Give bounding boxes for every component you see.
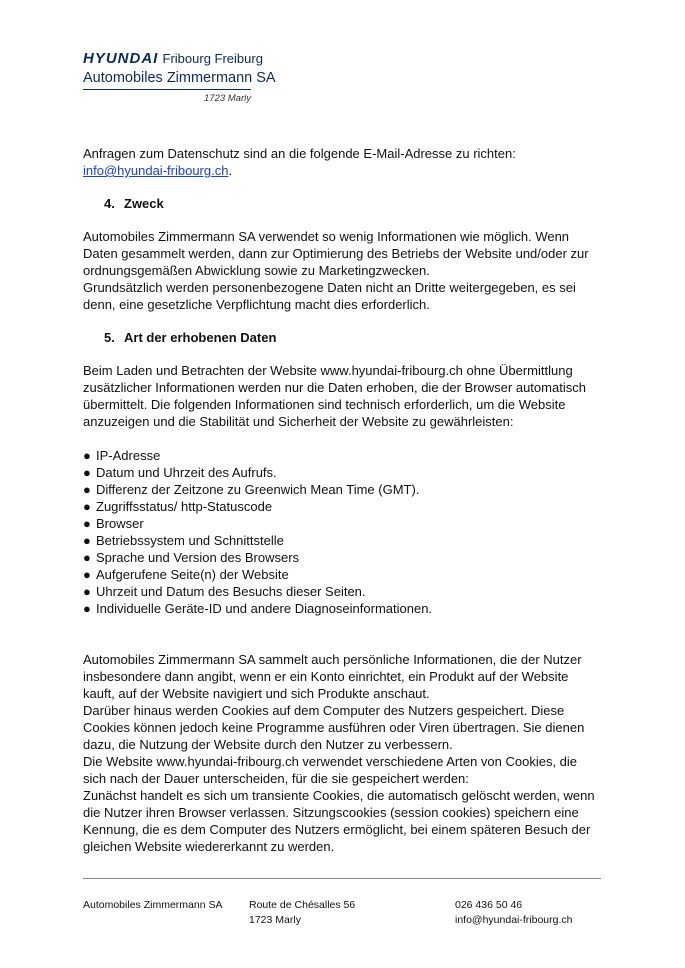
footer-city: 1723 Marly: [249, 914, 301, 926]
logo-divider: [83, 89, 251, 90]
company-logo: [83, 50, 283, 104]
section-number: 4.: [104, 196, 115, 211]
logo-location: 1723 Marly: [204, 93, 251, 104]
document-body: [83, 145, 603, 855]
footer-email: info@hyundai-fribourg.ch: [455, 914, 573, 926]
list-item: ● Datum und Uhrzeit des Aufrufs.: [83, 465, 277, 480]
bullet-icon: ●: [83, 516, 91, 531]
bullet-icon: ●: [83, 448, 91, 463]
logo-company: Automobiles Zimmermann SA: [83, 70, 276, 86]
section-5-paragraph-1: Beim Laden und Betrachten der Website www.hyundai-fribourg.ch ohne Übermittlung zusätzlicher Informationen werden nur die Daten erhoben, die der Browser automatisch übermittelt. Die folgenden Informationen sind technisch erforderlich, um die Website anzuzeigen und die Stabilität und Sicherheit der Website zu gewährleisten:: [83, 363, 586, 429]
list-item: ● Zugriffsstatus/ http-Statuscode: [83, 499, 273, 514]
bullet-icon: ●: [83, 550, 91, 565]
list-item: ● Aufgerufene Seite(n) der Website: [83, 567, 289, 582]
collected-data-list: [83, 447, 603, 617]
section-5-paragraph-3: Darüber hinaus werden Cookies auf dem Computer des Nutzers gespeichert. Diese Cookies können jedoch keine Programme ausführen oder Viren übertragen. Sie dienen dazu, die Nutzung der Website durch den Nutzer zu verbessern.: [83, 703, 585, 752]
section-4-paragraph-1: Automobiles Zimmermann SA verwendet so wenig Informationen wie möglich. Wenn Daten gesammelt werden, dann zur Optimierung des Betriebs der Website und/oder zur ordnungsgemäßen Abwicklung sowie zu Marketingzwecken.: [83, 229, 589, 278]
bullet-icon: ●: [83, 567, 91, 582]
intro-paragraph: [83, 145, 603, 179]
bullet-icon: ●: [83, 584, 91, 599]
list-item: ● Sprache und Version des Browsers: [83, 550, 300, 565]
logo-brand: HYUNDAI: [83, 50, 159, 67]
email-link[interactable]: info@hyundai-fribourg.ch: [83, 163, 229, 178]
bullet-icon: ●: [83, 465, 91, 480]
list-item: ● Individuelle Geräte-ID und andere Diagnoseinformationen.: [83, 601, 433, 616]
spacer: [83, 430, 603, 447]
footer-street: Route de Chésalles 56: [249, 899, 356, 911]
footer-contact: [455, 898, 572, 928]
section-5-heading: [104, 329, 603, 346]
list-item: ● Uhrzeit und Datum des Besuchs dieser Seiten.: [83, 584, 366, 599]
section-5-paragraph-5: Zunächst handelt es sich um transiente Cookies, die automatisch gelöscht werden, wenn die Nutzer ihren Browser verlassen. Sitzungscookies (session cookies) speichern eine Kennung, die es dem Computer des Nutzers ermöglicht, bei einem späteren Besuch der gleichen Website wiedererkannt zu werden.: [83, 788, 595, 854]
footer-company-name: Automobiles Zimmermann SA: [83, 899, 223, 911]
section-4-paragraph-2: Grundsätzlich werden personenbezogene Daten nicht an Dritte weitergegeben, es sei denn, eine gesetzliche Verpflichtung macht dies erforderlich.: [83, 280, 576, 312]
bullet-icon: ●: [83, 482, 91, 497]
spacer: [83, 617, 603, 651]
section-5-paragraph-4: Die Website www.hyundai-fribourg.ch verwendet verschiedene Arten von Cookies, die sich nach der Dauer unterscheiden, für die sie gespeichert werden:: [83, 754, 578, 786]
footer-company: [83, 898, 222, 913]
section-4-heading: [104, 195, 603, 212]
list-item: ● Differenz der Zeitzone zu Greenwich Mean Time (GMT).: [83, 482, 420, 497]
section-number: 5.: [104, 330, 115, 345]
section-title: Zweck: [124, 196, 164, 211]
bullet-icon: ●: [83, 601, 91, 616]
footer-phone: 026 436 50 46: [455, 899, 523, 911]
logo-city: Fribourg Freiburg: [162, 51, 263, 66]
section-title: Art der erhobenen Daten: [124, 330, 277, 345]
section-5-paragraph-2: Automobiles Zimmermann SA sammelt auch persönliche Informationen, die der Nutzer insbesondere dann angibt, wenn er ein Konto einrichtet, ein Produkt auf der Website kauft, auf der Website navigiert und sich Produkte anschaut.: [83, 652, 582, 701]
bullet-icon: ●: [83, 533, 91, 548]
list-item: ● Browser: [83, 516, 144, 531]
footer-divider: [83, 878, 601, 879]
intro-text: Anfragen zum Datenschutz sind an die folgende E-Mail-Adresse zu richten:: [83, 146, 516, 161]
footer-address: [249, 898, 355, 928]
list-item: ● Betriebssystem und Schnittstelle: [83, 533, 284, 548]
intro-end: .: [228, 163, 233, 178]
list-item: ● IP-Adresse: [83, 448, 161, 463]
bullet-icon: ●: [83, 499, 91, 514]
logo-brand-line: [83, 50, 283, 68]
